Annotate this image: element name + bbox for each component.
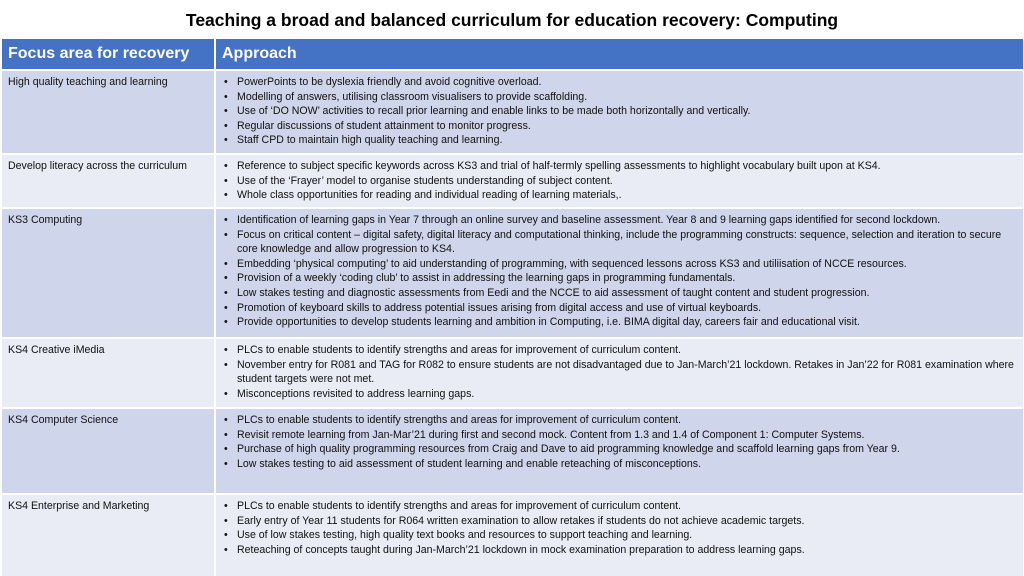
approach-cell xyxy=(215,338,1023,408)
approach-list xyxy=(222,499,1019,557)
focus-cell: KS4 Enterprise and Marketing xyxy=(2,494,215,576)
list-item: • PLCs to enable students to identify strengths and areas for improvement of curriculum content. xyxy=(237,413,1019,428)
list-item: • Promotion of keyboard skills to address potential issues arising from digital access and use of virtual keyboards. xyxy=(237,301,1019,316)
approach-list xyxy=(222,413,1019,471)
list-item: • Reference to subject specific keywords across KS3 and trial of half-termly spelling assessments to highlight vocabulary built upon at KS4. xyxy=(237,159,1019,174)
table-header-row xyxy=(2,39,1023,70)
list-item: • PLCs to enable students to identify strengths and areas for improvement of curriculum content. xyxy=(237,343,1019,358)
table-row xyxy=(2,494,1023,576)
list-item: • Use of low stakes testing, high quality text books and resources to support teaching and learning. xyxy=(237,528,1019,543)
list-item: • Focus on critical content – digital safety, digital literacy and computational thinking, include the programming constructs: sequence, selection and iteration to secure core knowledge and allow progression to KS4. xyxy=(237,228,1019,257)
list-item: • Revisit remote learning from Jan-Mar’21 during first and second mock. Content from 1.3 and 1.4 of Component 1: Computer Systems. xyxy=(237,428,1019,443)
list-item: • Low stakes testing to aid assessment of student learning and enable reteaching of misconceptions. xyxy=(237,457,1019,472)
list-item: • Early entry of Year 11 students for R064 written examination to allow retakes if students do not achieve academic targets. xyxy=(237,514,1019,529)
list-item: • Reteaching of concepts taught during Jan-March’21 lockdown in mock examination preparation to address learning gaps. xyxy=(237,543,1019,558)
table-row xyxy=(2,208,1023,338)
page-title: Teaching a broad and balanced curriculum for education recovery: Computing xyxy=(185,10,839,30)
table-row xyxy=(2,154,1023,208)
header-approach: Approach xyxy=(215,39,1023,70)
list-item: • Purchase of high quality programming resources from Craig and Dave to aid programming knowledge and scaffold learning gaps from Year 9. xyxy=(237,442,1019,457)
recovery-table xyxy=(2,39,1023,576)
approach-cell xyxy=(215,70,1023,154)
approach-list xyxy=(222,343,1019,401)
header-focus-area: Focus area for recovery xyxy=(2,39,215,70)
list-item: • November entry for R081 and TAG for R082 to ensure students are not disadvantaged due to Jan-March’21 lockdown. Retakes in Jan’22 for R081 examination where student targets were not met. xyxy=(237,358,1019,387)
table-row xyxy=(2,408,1023,494)
list-item: • Regular discussions of student attainment to monitor progress. xyxy=(237,119,1019,134)
list-item: • Misconceptions revisited to address learning gaps. xyxy=(237,387,1019,402)
list-item: • Staff CPD to maintain high quality teaching and learning. xyxy=(237,133,1019,148)
list-item: • Identification of learning gaps in Year 7 through an online survey and baseline assessment. Year 8 and 9 learning gaps identified for second lockdown. xyxy=(237,213,1019,228)
list-item: • PowerPoints to be dyslexia friendly and avoid cognitive overload. xyxy=(237,75,1019,90)
list-item: • Low stakes testing and diagnostic assessments from Eedi and the NCCE to aid assessment of taught content and student progression. xyxy=(237,286,1019,301)
approach-list xyxy=(222,75,1019,148)
focus-cell: KS3 Computing xyxy=(2,208,215,338)
list-item: • Modelling of answers, utilising classroom visualisers to provide scaffolding. xyxy=(237,90,1019,105)
focus-cell: Develop literacy across the curriculum xyxy=(2,154,215,208)
list-item: • Use of ‘DO NOW’ activities to recall prior learning and enable links to be made both horizontally and vertically. xyxy=(237,104,1019,119)
list-item: • PLCs to enable students to identify strengths and areas for improvement of curriculum content. xyxy=(237,499,1019,514)
approach-list xyxy=(222,213,1019,330)
list-item: • Provision of a weekly ‘coding club’ to assist in addressing the learning gaps in programming fundamentals. xyxy=(237,271,1019,286)
approach-cell xyxy=(215,494,1023,576)
focus-cell: High quality teaching and learning xyxy=(2,70,215,154)
list-item: • Embedding ‘physical computing’ to aid understanding of programming, with sequenced lessons across KS3 and utiliisation of NCCE resources. xyxy=(237,257,1019,272)
approach-cell xyxy=(215,208,1023,338)
table-row xyxy=(2,338,1023,408)
approach-cell xyxy=(215,408,1023,494)
focus-cell: KS4 Creative iMedia xyxy=(2,338,215,408)
approach-cell xyxy=(215,154,1023,208)
approach-list xyxy=(222,159,1019,203)
list-item: • Use of the ‘Frayer’ model to organise students understanding of subject content. xyxy=(237,174,1019,189)
list-item: • Provide opportunities to develop students learning and ambition in Computing, i.e. BIMA digital day, careers fair and educational visit. xyxy=(237,315,1019,330)
focus-cell: KS4 Computer Science xyxy=(2,408,215,494)
table-row xyxy=(2,70,1023,154)
list-item: • Whole class opportunities for reading and individual reading of learning materials,. xyxy=(237,188,1019,203)
